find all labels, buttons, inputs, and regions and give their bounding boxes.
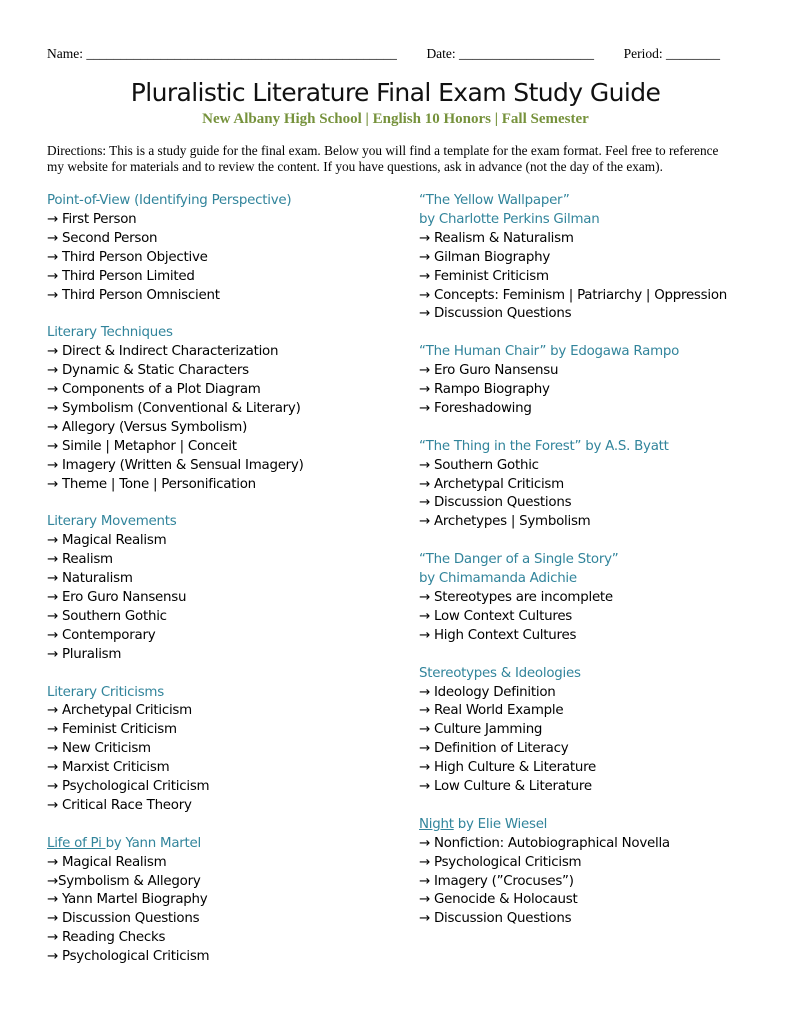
- list-item: → Marxist Criticism: [47, 760, 170, 776]
- list-item: → Pluralism: [47, 646, 122, 662]
- topic-section: [419, 438, 759, 533]
- list-item: → Realism: [47, 552, 113, 568]
- list-item: → Real World Example: [419, 703, 564, 719]
- list-item: → Southern Gothic: [419, 457, 539, 473]
- list-item: → Feminist Criticism: [419, 268, 549, 284]
- name-field: Name: ______________________________________________: [47, 46, 397, 61]
- heading-text: “The Danger of a Single Story”: [419, 552, 619, 568]
- list-item: → Feminist Criticism: [47, 722, 177, 738]
- list-item: → Discussion Questions: [47, 911, 200, 927]
- list-item: → Concepts: Feminism | Patriarchy | Oppression: [419, 287, 728, 303]
- list-item: → Archetypal Criticism: [419, 476, 564, 492]
- topic-section: [47, 684, 397, 816]
- list-item: → Culture Jamming: [419, 722, 543, 738]
- heading-text: Literary Techniques: [47, 325, 173, 341]
- list-item: → High Context Cultures: [419, 627, 577, 643]
- list-item: → Naturalism: [47, 571, 133, 587]
- list-item: → Stereotypes are incomplete: [419, 589, 613, 605]
- list-item: → Yann Martel Biography: [47, 892, 208, 908]
- list-item: → Ero Guro Nansensu: [47, 590, 187, 605]
- topic-section: [47, 192, 397, 305]
- list-item: → Genocide & Holocaust: [419, 892, 578, 908]
- list-item: → Realism & Naturalism: [419, 230, 574, 246]
- list-item: → Contemporary: [47, 627, 156, 643]
- section-heading: [419, 211, 759, 230]
- list-item: → Imagery (Written & Sensual Imagery): [47, 457, 304, 473]
- topic-section: [47, 835, 397, 967]
- list-item: → Definition of Literacy: [419, 741, 569, 757]
- topic-section: [419, 551, 759, 646]
- list-item: → Simile | Metaphor | Conceit: [47, 438, 237, 454]
- subtitle: New Albany High School | English 10 Honors | Fall Semester: [202, 111, 589, 127]
- topic-section: [47, 513, 397, 664]
- heading-text: by Chimamanda Adichie: [419, 571, 577, 587]
- heading-text: “The Human Chair” by Edogawa Rampo: [419, 344, 680, 360]
- list-item: → Low Context Cultures: [419, 608, 573, 624]
- period-field: Period: ________: [623, 46, 720, 61]
- date-field: Date: ____________________: [426, 46, 595, 61]
- heading-text: Point-of-View (Identifying Perspective): [47, 193, 292, 208]
- left-column: [47, 192, 397, 986]
- heading-text: by Elie Wiesel: [453, 816, 548, 832]
- list-item: → Archetypes | Symbolism: [419, 514, 591, 530]
- list-item: → Psychological Criticism: [47, 949, 210, 965]
- section-heading: [419, 570, 759, 589]
- section-heading: [419, 816, 759, 835]
- section-heading: [47, 684, 397, 703]
- list-item: → Third Person Objective: [47, 249, 208, 265]
- topic-section: [47, 324, 397, 494]
- heading-link[interactable]: Night: [419, 816, 454, 832]
- student-info-line: [47, 46, 720, 62]
- section-heading: [47, 324, 397, 343]
- list-item: → Components of a Plot Diagram: [47, 382, 261, 398]
- topic-section: [419, 192, 759, 324]
- list-item: → Foreshadowing: [419, 400, 532, 416]
- list-item: → Gilman Biography: [419, 249, 551, 265]
- section-heading: [419, 343, 759, 362]
- list-item: →Symbolism & Allegory: [47, 873, 201, 889]
- list-item: → New Criticism: [47, 741, 151, 757]
- list-item: → Critical Race Theory: [47, 797, 192, 813]
- list-item: → Ideology Definition: [419, 684, 556, 700]
- list-item: → Third Person Limited: [47, 268, 195, 284]
- topic-section: [419, 665, 759, 797]
- list-item: → Rampo Biography: [419, 382, 550, 398]
- topic-section: [419, 816, 759, 929]
- section-heading: [419, 192, 759, 211]
- heading-link[interactable]: Life of Pi: [47, 835, 106, 851]
- section-heading: [419, 551, 759, 570]
- list-item: → Reading Checks: [47, 930, 166, 946]
- heading-text: Literary Movements: [47, 514, 177, 530]
- section-heading: [419, 438, 759, 457]
- list-item: → Symbolism (Conventional & Literary): [47, 400, 301, 416]
- section-heading: [47, 192, 397, 211]
- heading-text: Stereotypes & Ideologies: [419, 665, 581, 681]
- list-item: → Magical Realism: [47, 854, 167, 870]
- heading-text: “The Yellow Wallpaper”: [419, 193, 570, 208]
- list-item: → Third Person Omniscient: [47, 287, 220, 303]
- list-item: → Discussion Questions: [419, 495, 572, 511]
- list-item: → Nonfiction: Autobiographical Novella: [419, 835, 670, 851]
- list-item: → Second Person: [47, 230, 158, 246]
- list-item: → Archetypal Criticism: [47, 703, 192, 719]
- list-item: → Allegory (Versus Symbolism): [47, 419, 248, 435]
- list-item: → Theme | Tone | Personification: [47, 476, 256, 492]
- directions: Directions: This is a study guide for the final exam. Below you will find a template for the exam format. Feel free to reference my website for materials and to review the content. If you have questions, ask in advance (not the day of the exam).: [47, 143, 719, 174]
- list-item: → Psychological Criticism: [47, 779, 210, 795]
- list-item: → High Culture & Literature: [419, 760, 597, 776]
- list-item: → Ero Guro Nansensu: [419, 363, 559, 379]
- right-column: [419, 192, 759, 948]
- list-item: → Southern Gothic: [47, 608, 167, 624]
- heading-text: by Yann Martel: [105, 835, 201, 851]
- heading-text: Literary Criticisms: [47, 684, 164, 700]
- topic-section: [419, 343, 759, 419]
- list-item: → Psychological Criticism: [419, 854, 582, 870]
- section-heading: [419, 665, 759, 684]
- list-item: → Magical Realism: [47, 533, 167, 549]
- page-title: Pluralistic Literature Final Exam Study Guide: [130, 78, 661, 107]
- list-item: → Imagery (”Crocuses”): [419, 873, 574, 889]
- list-item: → First Person: [47, 211, 137, 227]
- heading-text: “The Thing in the Forest” by A.S. Byatt: [419, 438, 669, 454]
- section-heading: [47, 835, 397, 854]
- list-item: → Low Culture & Literature: [419, 779, 592, 795]
- list-item: → Direct & Indirect Characterization: [47, 344, 279, 360]
- list-item: → Discussion Questions: [419, 306, 572, 322]
- list-item: → Dynamic & Static Characters: [47, 363, 249, 379]
- section-heading: [47, 513, 397, 532]
- heading-text: by Charlotte Perkins Gilman: [419, 211, 600, 227]
- list-item: → Discussion Questions: [419, 911, 572, 927]
